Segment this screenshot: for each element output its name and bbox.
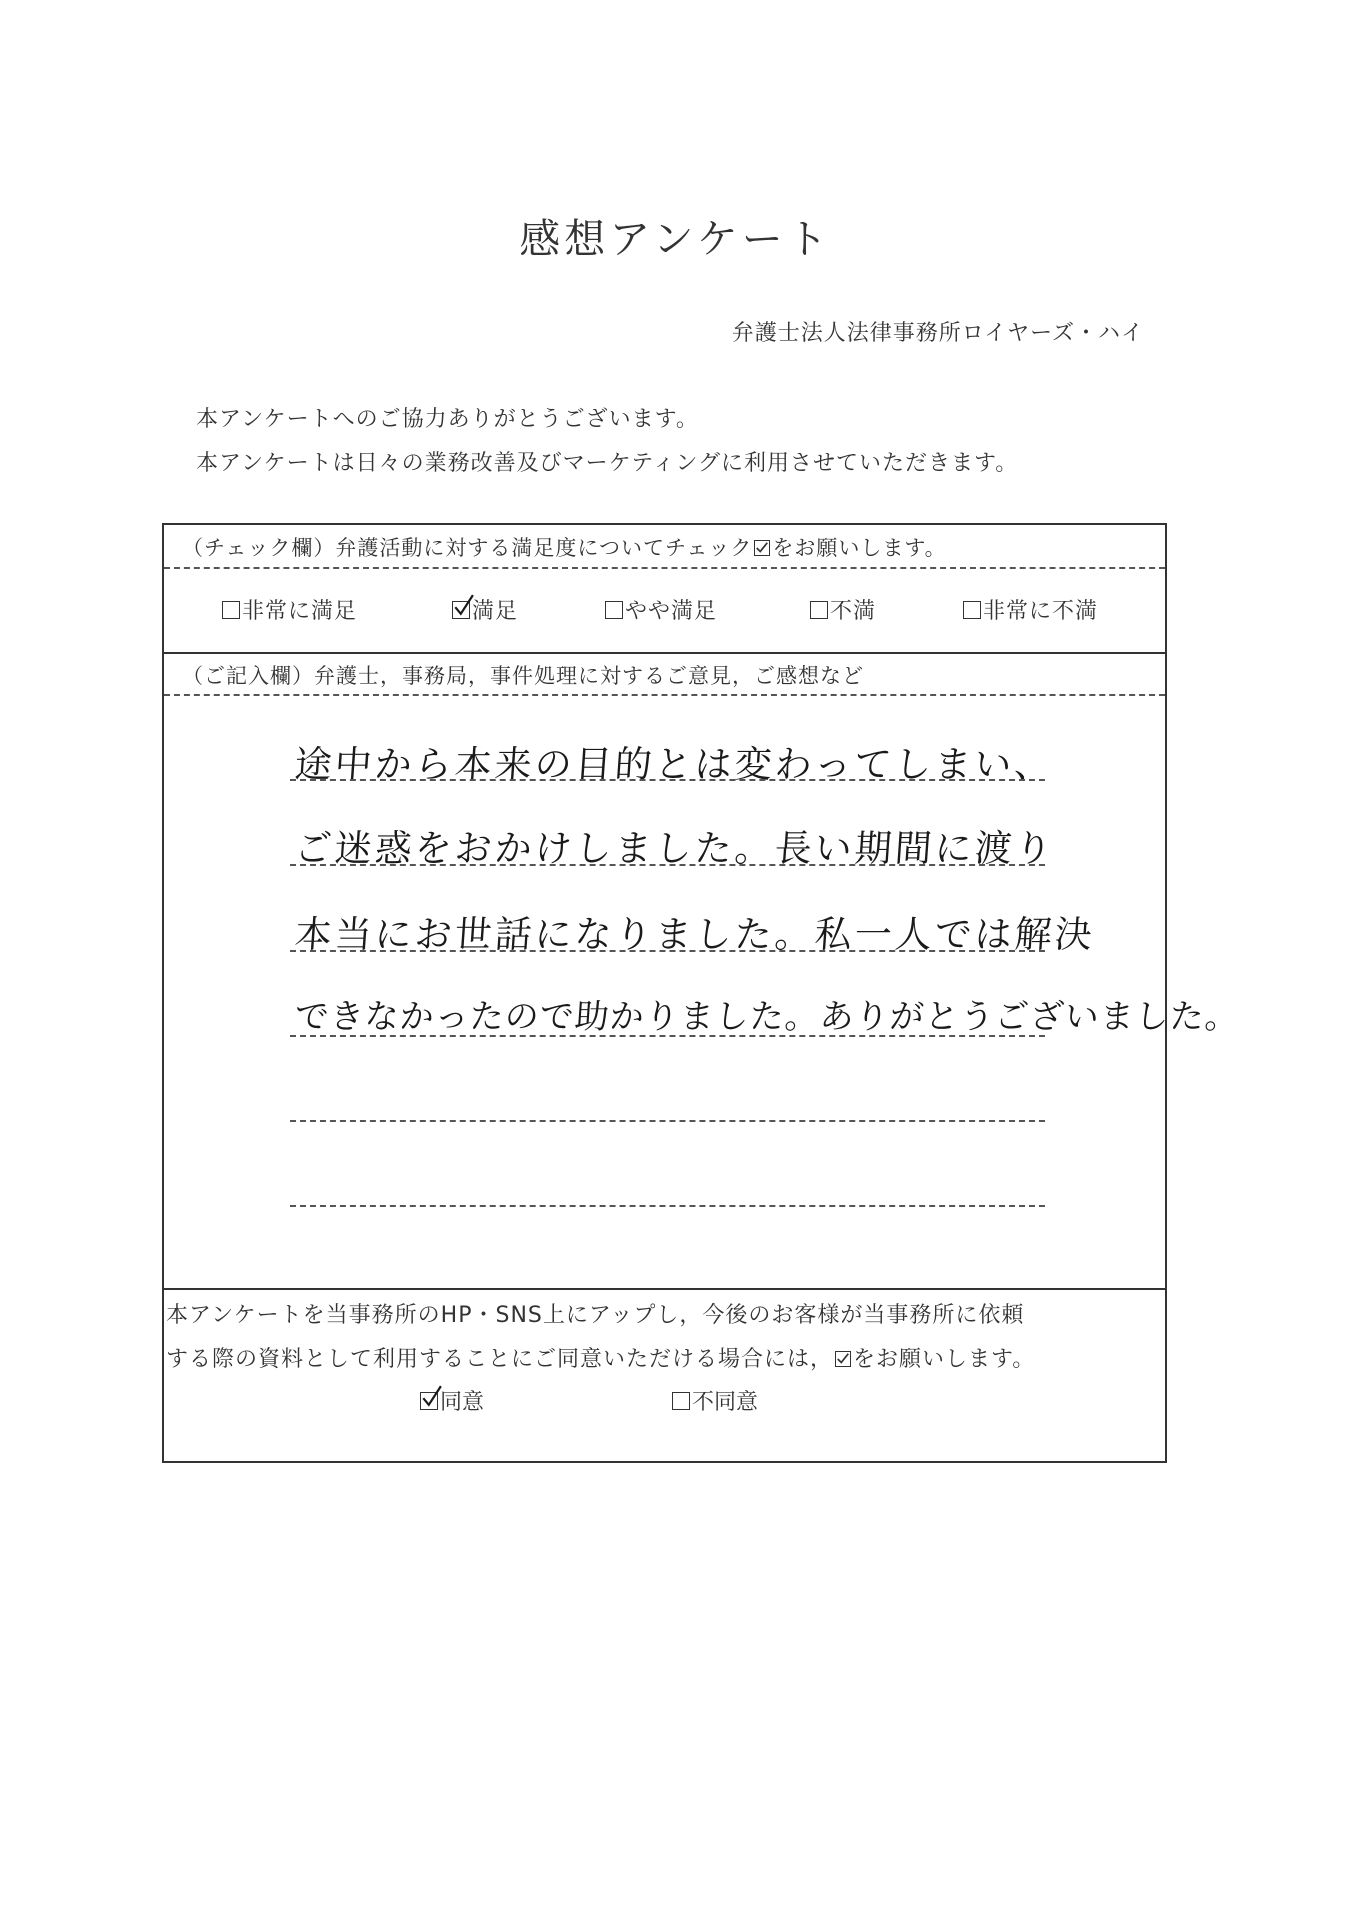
option-very-dissatisfied[interactable] — [963, 594, 1098, 625]
checkbox-icon[interactable] — [810, 601, 828, 619]
comment-section-heading: （ご記入欄）弁護士，事務局，事件処理に対するご意見，ご感想など — [182, 664, 864, 688]
option-very-satisfied[interactable] — [222, 594, 357, 625]
writing-line — [290, 864, 1045, 866]
section-divider — [164, 1288, 1165, 1290]
option-agree[interactable] — [420, 1385, 484, 1416]
checkbox-checked-icon[interactable] — [420, 1392, 438, 1410]
option-label: 不満 — [830, 599, 877, 624]
divider — [164, 694, 1165, 696]
checkbox-icon[interactable] — [605, 601, 623, 619]
handwritten-line-1: 途中から本来の目的とは変わってしまい、 — [293, 743, 1056, 786]
option-disagree[interactable] — [672, 1385, 758, 1416]
check-heading-suffix: をお願いします。 — [772, 536, 947, 560]
checkbox-icon[interactable] — [222, 601, 240, 619]
checkbox-checked-icon[interactable] — [452, 601, 470, 619]
writing-line — [290, 779, 1045, 781]
handwritten-line-4: できなかったので助かりました。ありがとうございました。 — [293, 997, 1242, 1037]
option-somewhat-satisfied[interactable] — [605, 594, 717, 625]
checkbox-example-icon — [754, 540, 770, 556]
intro-line-1: 本アンケートへのご協力ありがとうございます。 — [196, 407, 699, 432]
divider — [164, 567, 1165, 569]
handwritten-line-2: ご迷惑をおかけしました。長い期間に渡り — [293, 827, 1057, 870]
checkbox-example-icon — [835, 1351, 851, 1367]
consent-text-line-2 — [166, 1342, 1035, 1373]
consent-text-before: する際の資料として利用することにご同意いただける場合には， — [166, 1347, 834, 1372]
intro-line-2: 本アンケートは日々の業務改善及びマーケティングに利用させていただきます。 — [196, 451, 1019, 476]
option-label: 満足 — [472, 599, 519, 624]
option-label: 非常に満足 — [242, 599, 358, 624]
firm-name: 弁護士法人法律事務所ロイヤーズ・ハイ — [731, 321, 1144, 346]
option-label: 不同意 — [692, 1390, 759, 1415]
writing-line — [290, 1120, 1045, 1122]
writing-line — [290, 1035, 1045, 1037]
check-heading-text: （チェック欄）弁護活動に対する満足度についてチェック — [182, 536, 753, 560]
writing-line — [290, 950, 1045, 952]
option-dissatisfied[interactable] — [810, 594, 876, 625]
document-title: 感想アンケート — [519, 215, 832, 263]
option-satisfied[interactable] — [452, 594, 518, 625]
writing-line — [290, 1205, 1045, 1207]
checkbox-icon[interactable] — [672, 1392, 690, 1410]
option-label: 非常に不満 — [983, 599, 1099, 624]
checkbox-icon[interactable] — [963, 601, 981, 619]
handwritten-line-3: 本当にお世話になりました。私一人では解決 — [293, 913, 1097, 956]
section-divider — [164, 652, 1165, 654]
option-label: やや満足 — [625, 599, 718, 624]
consent-text-line-1: 本アンケートを当事務所のHP・SNS上にアップし，今後のお客様が当事務所に依頼 — [166, 1303, 1025, 1328]
consent-text-after: をお願いします。 — [853, 1347, 1036, 1372]
check-section-heading — [182, 532, 947, 562]
option-label: 同意 — [440, 1390, 485, 1415]
